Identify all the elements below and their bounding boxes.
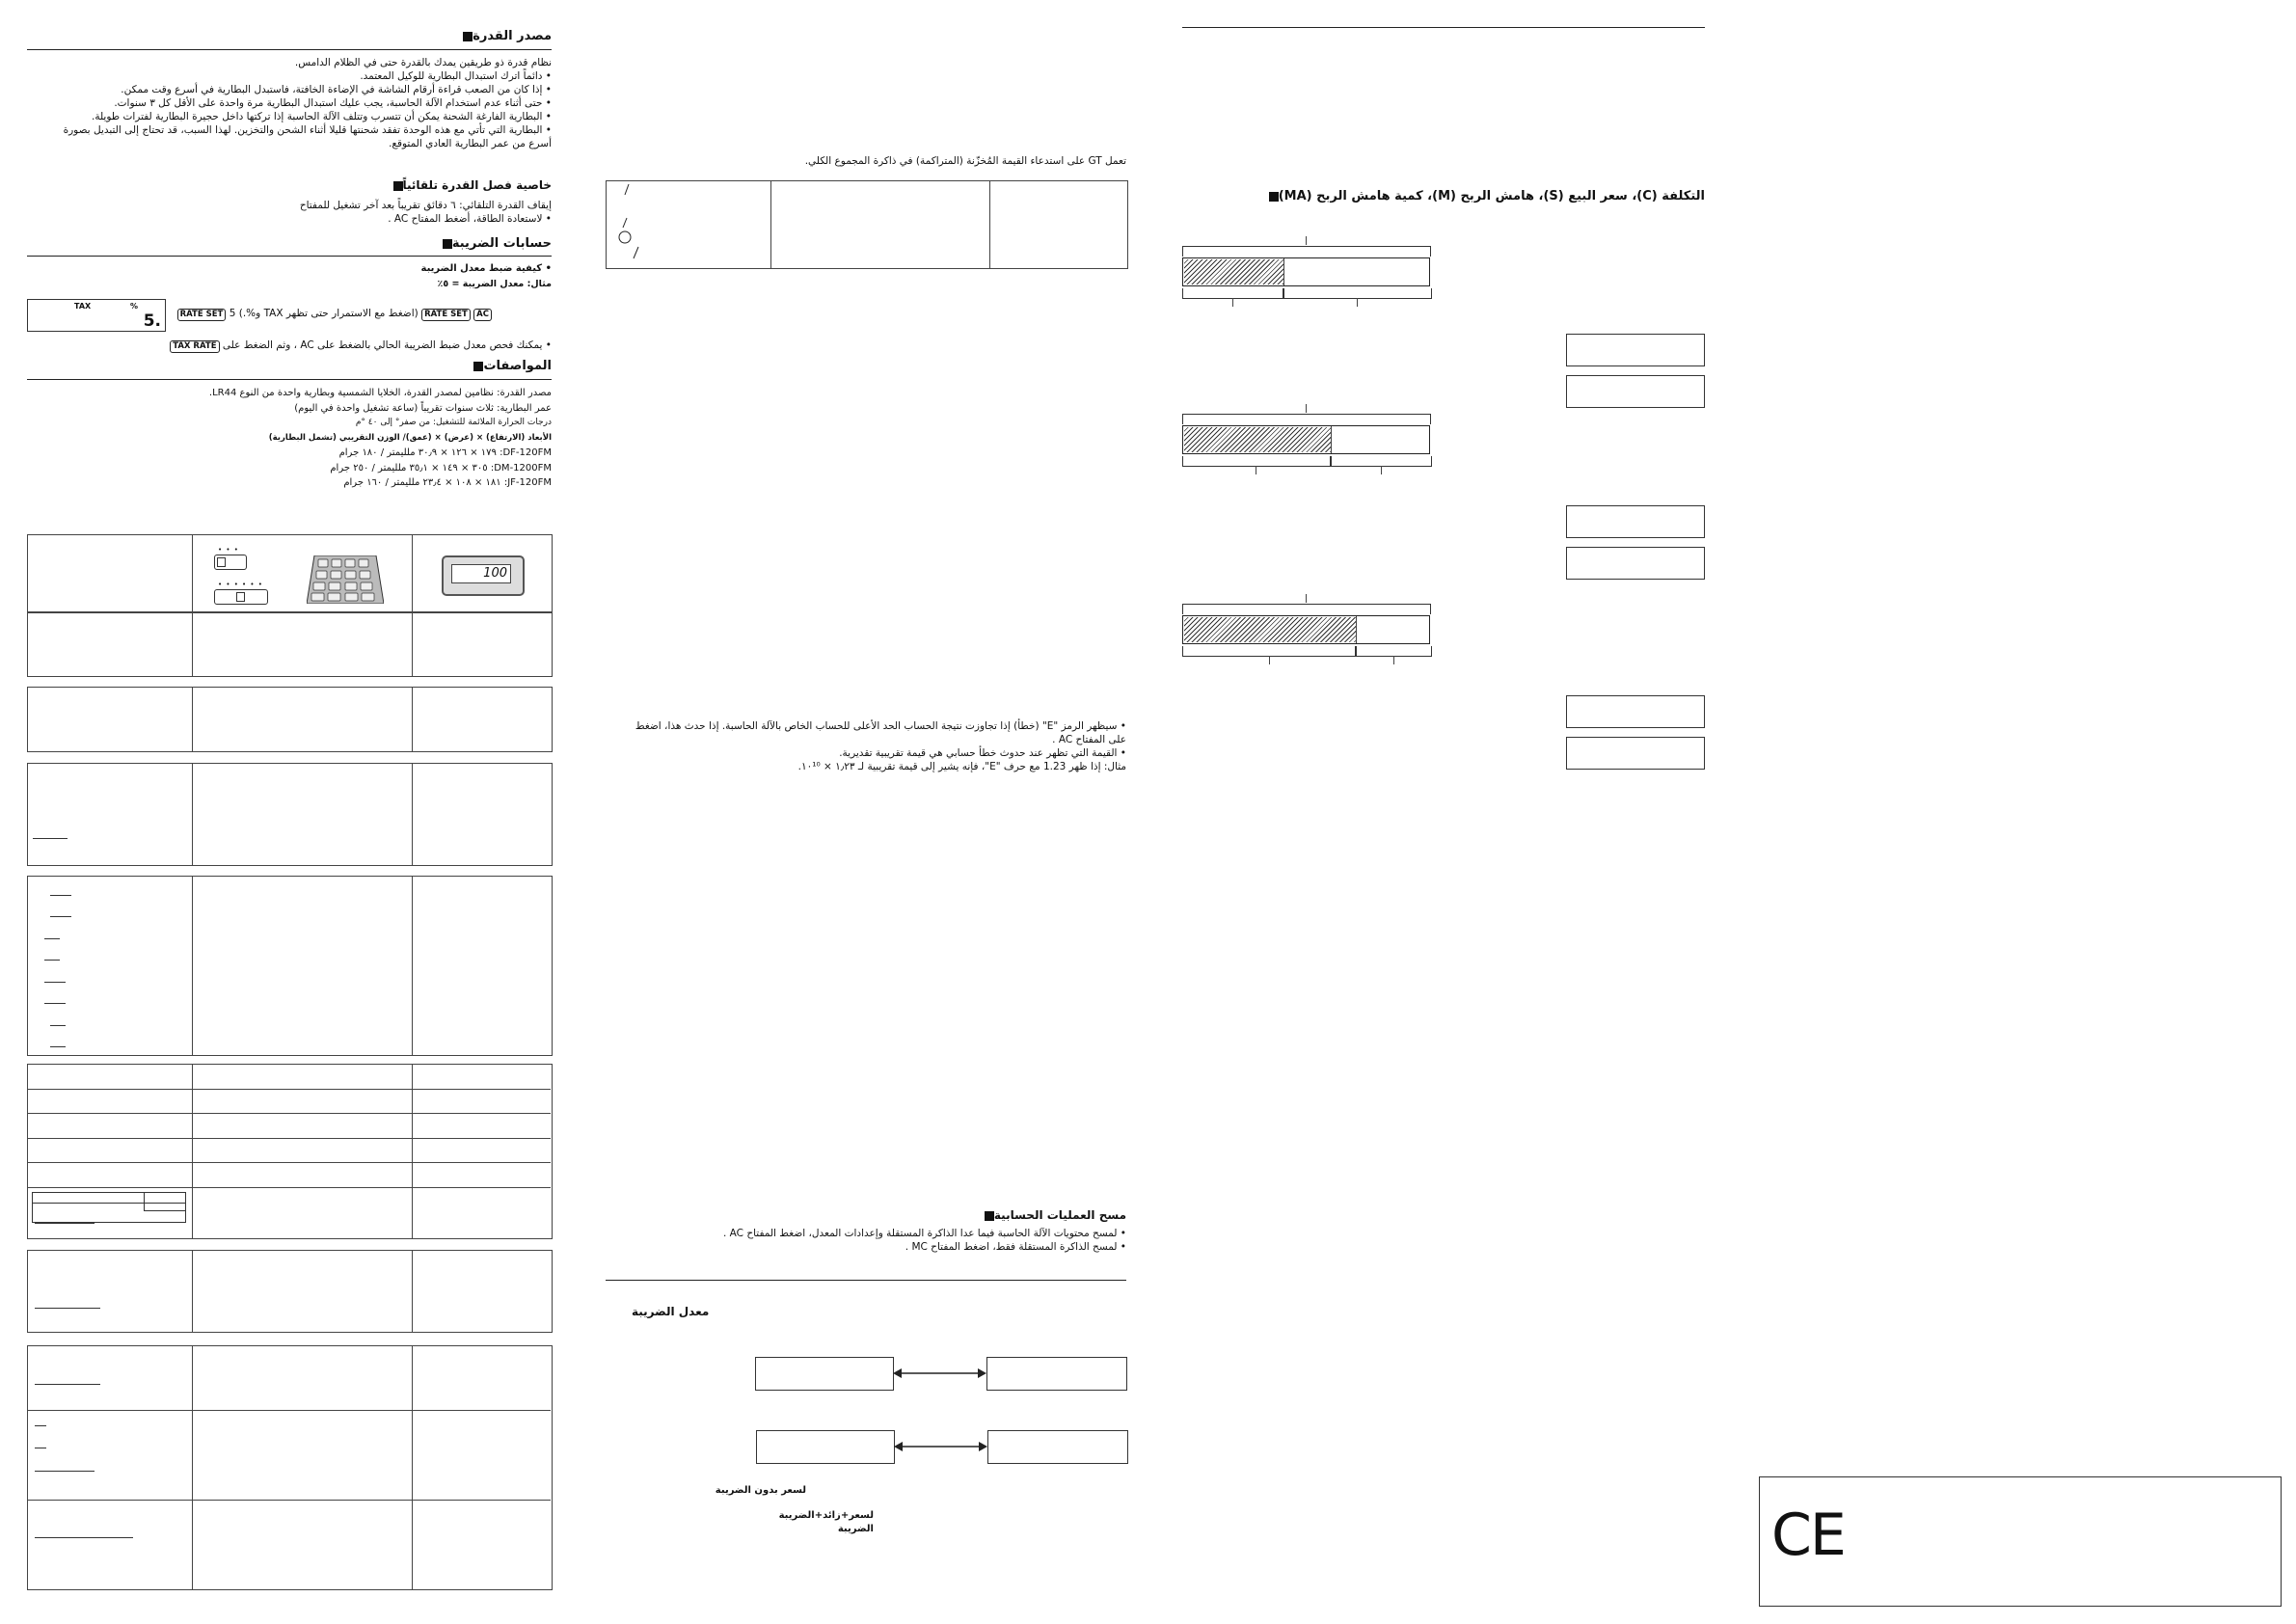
text-line: • البطارية التي تأتي مع هذه الوحدة تفقد شحنتها قليلا أثناء الشحن والتخزين. لهذا السبب، قد تحتاج إلى التبديل بصورة <box>63 124 552 136</box>
table-divider <box>192 876 193 1055</box>
text-line: (اضغط مع الاستمرار حتى تظهر TAX و%.) 5 <box>229 308 419 319</box>
underline <box>44 1003 66 1004</box>
underline <box>50 916 71 917</box>
slash-marks <box>615 181 644 262</box>
tax-display <box>27 299 166 332</box>
table-divider <box>770 180 771 268</box>
table-row <box>27 763 553 866</box>
clear-section-title: مسح العمليات الحسابية <box>606 1208 1126 1222</box>
text-line: JF-120FM: ١٨١ × ١٠٨ × ٢٣٫٤ ملليمتر / ١٦٠ جرام <box>343 477 552 488</box>
text-line: • دائماً اترك استبدال البطارية للوكيل المعتمد. <box>360 70 552 82</box>
text-line: DF-120FM: ١٧٩ × ١٢٦ × ٣٠٫٩ ملليمتر / ١٨٠ جرام <box>338 447 552 458</box>
table-divider <box>412 1345 413 1589</box>
underline <box>35 1537 133 1538</box>
result-box <box>1566 547 1705 580</box>
table-divider <box>192 534 193 612</box>
text-line: عمر البطارية: ثلاث سنوات تقريباً (ساعة تشغيل واحدة في اليوم) <box>294 402 552 414</box>
cost-sell-margin-title: التكلفة (C)، سعر البيع (S)، هامش الربح (M)، كمية هامش الربح (MA) <box>1182 189 1705 203</box>
double-arrow <box>894 1437 987 1456</box>
table-row-line <box>27 1500 551 1501</box>
table-divider <box>412 876 413 1055</box>
keypad-icon <box>307 555 384 604</box>
rounding-switch <box>214 555 247 570</box>
table-divider <box>412 611 413 676</box>
table-row-line <box>27 1162 551 1163</box>
table-divider <box>412 1250 413 1332</box>
result-box <box>1566 695 1705 728</box>
display-value: 100 <box>451 564 511 583</box>
tax-rate-title: معدل الضريبة <box>632 1305 710 1318</box>
table-divider <box>412 763 413 865</box>
hatched-segment <box>1184 427 1331 452</box>
underline <box>44 960 60 961</box>
specs-section-title: المواصفات <box>19 359 552 373</box>
mini-display-box <box>32 1192 186 1223</box>
auto-off-title: خاصية فصل القدرة تلقائياً <box>19 178 552 192</box>
table-row <box>27 1345 553 1590</box>
ac-key: AC <box>473 309 492 321</box>
text-line: مصدر القدرة: نظامين لمصدر القدرة، الخلايا الشمسية وبطارية واحدة من النوع LR44. <box>208 388 552 398</box>
tax-example: مثال: معدل الضريبة = ٥٪ <box>437 279 552 289</box>
text-line: • يمكنك فحص معدل ضبط الضريبة الحالي بالضغط على AC ، وثم الضغط على <box>222 339 552 351</box>
display-value: 5. <box>143 311 161 331</box>
tax-check-line <box>27 338 552 353</box>
table-divider <box>412 1064 413 1238</box>
table-row-line <box>27 1089 551 1090</box>
decimal-switch <box>214 589 268 605</box>
text-line: الأبعاد (الارتفاع) × (عرض) × (عمق)/ الوزن التقريبي (تشمل البطارية) <box>268 432 552 443</box>
table-row-line <box>27 1138 551 1139</box>
calculator-display-icon <box>442 555 525 596</box>
rate-set-key: RATE SET <box>421 309 471 321</box>
slider-dots: • • • <box>218 546 239 554</box>
text-line: • لاستعادة الطاقة، أضغط المفتاح AC . <box>388 213 552 225</box>
table-divider <box>989 180 990 268</box>
rate-set-key: RATE SET <box>177 309 227 321</box>
text-line: مثال: إذا ظهر 1.23 مع حرف "E"، فإنه يشير إلى قيمة تقريبية لـ ١٫٢٣ × ١٠¹⁰. <box>797 761 1126 772</box>
table-divider <box>192 1345 193 1589</box>
display-tax-indicator: TAX <box>74 302 92 311</box>
error-notes <box>606 719 1126 773</box>
underline <box>50 1046 66 1047</box>
power-section-body <box>27 56 552 150</box>
auto-off-body <box>27 199 552 226</box>
label-tax: الضريبة <box>837 1524 874 1534</box>
table-divider <box>192 1250 193 1332</box>
specs-body <box>27 386 552 491</box>
tax-box-left-1 <box>755 1357 894 1391</box>
table-divider <box>412 534 413 612</box>
table-row <box>27 1250 553 1333</box>
text-line: أسرع من عمر البطارية العادي المتوقع. <box>389 138 552 149</box>
tax-rate-key: TAX RATE <box>170 340 219 353</box>
table-row <box>27 876 553 1056</box>
underline <box>44 938 60 939</box>
table-row-line <box>27 1113 551 1114</box>
underline <box>35 1471 95 1472</box>
underline <box>50 1025 66 1026</box>
ce-mark-icon: CE <box>1771 1502 1845 1569</box>
text-line: • لمسح الذاكرة المستقلة فقط، اضغط المفتاح MC . <box>905 1241 1126 1253</box>
tax-subtitle: • كيفية ضبط معدل الضريبة <box>420 263 552 274</box>
text-line: DM-1200FM: ٣٠٥ × ١٤٩ × ٣٥٫١ ملليمتر / ٢٥٠ جرام <box>330 462 552 474</box>
underline <box>33 838 68 839</box>
text-line: • البطارية الفارغة الشحنة يمكن أن تتسرب وتتلف الآلة الحاسبة إذا تركتها داخل حجيرة البطارية لفترات طويلة. <box>91 111 552 122</box>
tax-keys-line <box>170 307 492 321</box>
table-divider <box>192 687 193 751</box>
tax-box-left-2 <box>756 1430 895 1464</box>
underline <box>35 1425 46 1426</box>
text-line: تعمل GT على استدعاء القيمة المُخزّنة (المتراكمة) في ذاكرة المجموع الكلي. <box>804 155 1126 167</box>
divider <box>27 49 552 50</box>
table-row <box>27 611 553 677</box>
gt-example-table <box>606 180 1128 269</box>
text-line: درجات الحرارة الملائمة للتشغيل: من صفر° إلى ٤٠ °م <box>355 418 552 427</box>
underline <box>35 1308 100 1309</box>
text-line: • حتى أثناء عدم استخدام الآلة الحاسبة، يجب عليك استبدال البطارية مرة واحدة على الأقل كل ٣ سنوات. <box>114 97 552 109</box>
text-line: على المفتاح AC . <box>1052 734 1126 745</box>
table-divider <box>192 763 193 865</box>
text-line: • لمسح محتويات الآلة الحاسبة فيما عدا الذاكرة المستقلة وإعدادات المعدل، اضغط المفتاح AC . <box>722 1228 1126 1239</box>
text-line: • القيمة التي تظهر عند حدوث خطأ حسابي هي قيمة تقريبية تقديرية. <box>839 747 1126 759</box>
underline <box>44 982 66 983</box>
slider-dots: • • • • • • <box>218 581 263 588</box>
text-line: • سيظهر الرمز "E" (خطأ) إذا تجاوزت نتيجة الحساب الحد الأعلى للحساب الخاص بالآلة الحاسبة. إذا حدث هذا، اضغط <box>635 720 1126 732</box>
text-line: إيقاف القدرة التلقائي: ٦ دقائق تقريباً بعد آخر تشغيل للمفتاح <box>299 200 552 211</box>
text-line: • إذا كان من الصعب قراءة أرقام الشاشة في الإضاءة الخافتة، فاستبدل البطارية في أسرع وقت ممكن. <box>121 84 552 95</box>
table-divider <box>192 1064 193 1238</box>
result-box <box>1566 375 1705 408</box>
result-box <box>1566 737 1705 770</box>
tax-box-right-2 <box>987 1430 1128 1464</box>
tax-box-right-1 <box>986 1357 1127 1391</box>
ce-certification-box <box>1759 1476 2282 1607</box>
divider <box>27 256 552 257</box>
power-section-title: مصدر القدرة <box>19 29 552 43</box>
display-percent-indicator: % <box>130 302 139 311</box>
hatched-segment <box>1184 617 1356 642</box>
underline <box>35 1223 95 1224</box>
underline <box>50 895 71 896</box>
table-row-line <box>27 1187 551 1188</box>
divider <box>27 379 552 380</box>
divider <box>606 1280 1126 1281</box>
table-divider <box>192 611 193 676</box>
table-divider <box>412 687 413 751</box>
divider <box>1182 27 1705 28</box>
result-box <box>1566 505 1705 538</box>
result-box <box>1566 334 1705 366</box>
table-row <box>27 687 553 752</box>
table-row-line <box>27 1410 551 1411</box>
label-price-with-tax: لسعر+زائد+الضريبة <box>778 1510 874 1521</box>
clear-section-body <box>606 1227 1126 1254</box>
underline <box>35 1384 100 1385</box>
label-price-without-tax: لسعر بدون الضريبة <box>715 1485 806 1496</box>
tax-section-title: حسابات الضريبة <box>19 236 552 251</box>
text-line: نظام قدرة ذو طريقين يمدك بالقدرة حتى في الظلام الدامس. <box>294 57 552 68</box>
hatched-segment <box>1184 259 1283 284</box>
double-arrow <box>893 1364 986 1383</box>
gt-line <box>606 154 1126 168</box>
